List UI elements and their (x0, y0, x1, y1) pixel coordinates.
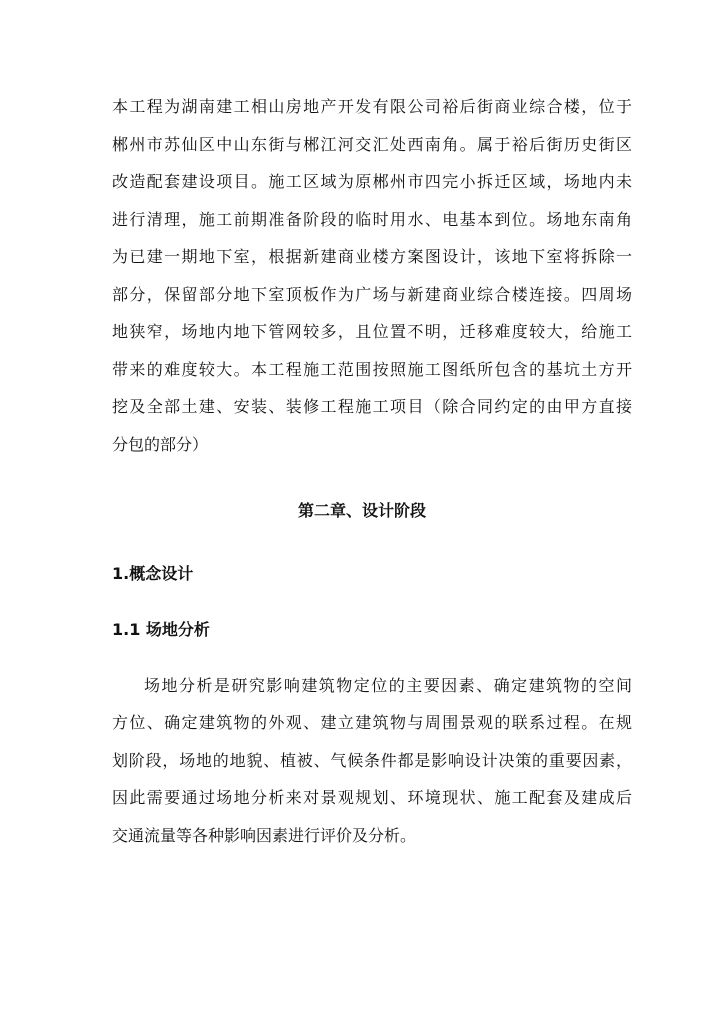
paragraph2-line-4: 因此需要通过场地分析来对景观规划、环境现状、施工配套及建成后 (112, 788, 632, 807)
chapter-title: 第二章、设计阶段 (297, 501, 426, 520)
paragraph1-line-8: 带来的难度较大。本工程施工范围按照施工图纸所包含的基坑土方开 (112, 360, 632, 379)
paragraph1-line-10: 分包的部分） (112, 435, 209, 454)
paragraph2-line-3: 划阶段，场地的地貌、植被、气候条件都是影响设计决策的重要因素， (112, 751, 632, 770)
paragraph1-line-7: 地狭窄，场地内地下管网较多，且位置不明，迁移难度较大，给施工 (112, 322, 632, 341)
paragraph1-line-1: 本工程为湖南建工相山房地产开发有限公司裕后街商业综合楼，位于 (112, 97, 632, 116)
paragraph1-line-4: 进行清理，施工前期准备阶段的临时用水、电基本到位。场地东南角 (112, 210, 632, 229)
section-heading-1: 1.概念设计 (112, 564, 194, 583)
paragraph1-line-2: 郴州市苏仙区中山东街与郴江河交汇处西南角。属于裕后街历史街区 (112, 135, 632, 154)
paragraph1-line-5: 为已建一期地下室，根据新建商业楼方案图设计，该地下室将拆除一 (112, 247, 632, 266)
paragraph2-line-5: 交通流量等各种影响因素进行评价及分析。 (112, 826, 417, 845)
paragraph2-line-1: 场地分析是研究影响建筑物定位的主要因素、确定建筑物的空间 (144, 676, 632, 695)
paragraph1-line-3: 改造配套建设项目。施工区域为原郴州市四完小拆迁区域，场地内未 (112, 172, 632, 191)
section-heading-1-1: 1.1 场地分析 (112, 620, 210, 639)
paragraph2-line-2: 方位、确定建筑物的外观、建立建筑物与周围景观的联系过程。在规 (112, 713, 632, 732)
paragraph1-line-6: 部分，保留部分地下室顶板作为广场与新建商业综合楼连接。四周场 (112, 285, 632, 304)
paragraph1-line-9: 挖及全部土建、安装、装修工程施工项目（除合同约定的由甲方直接 (112, 397, 632, 416)
